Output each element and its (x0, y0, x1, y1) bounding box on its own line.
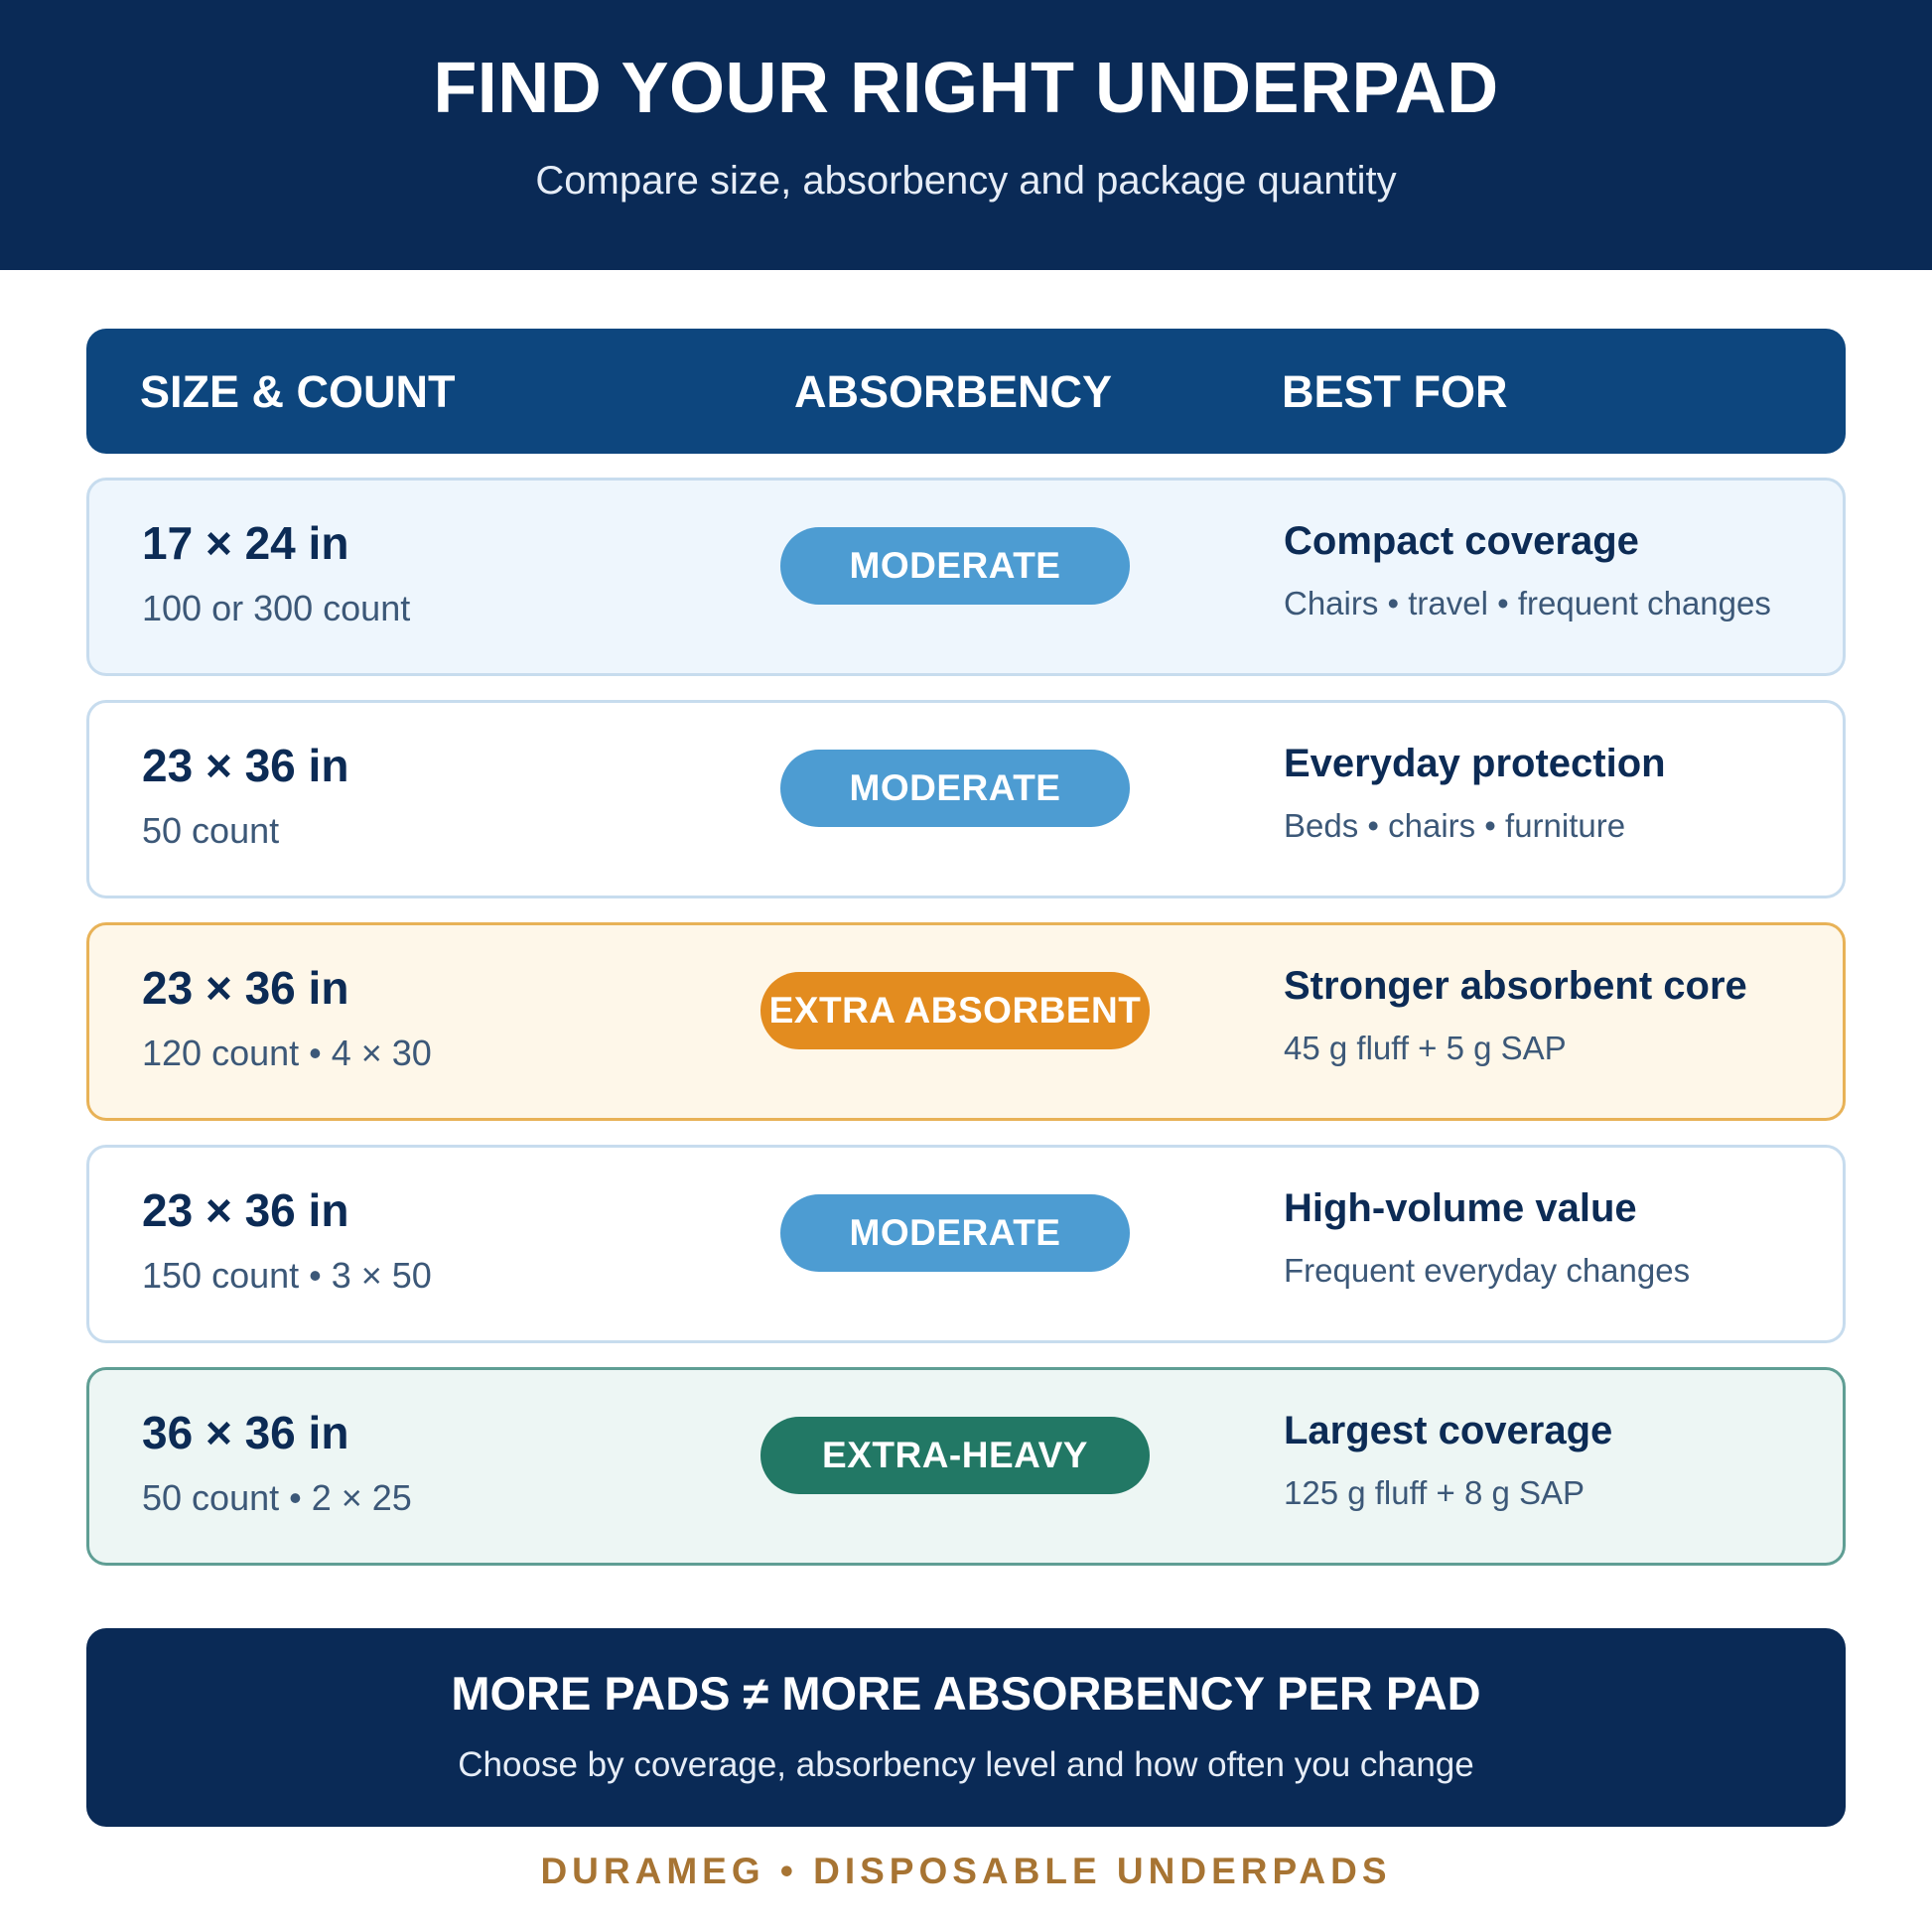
best-for-title: High-volume value (1284, 1186, 1637, 1230)
count-label: 150 count • 3 × 50 (142, 1255, 432, 1296)
size-label: 36 × 36 in (142, 1407, 349, 1458)
brand-line: DURAMEG • DISPOSABLE UNDERPADS (540, 1851, 1392, 1891)
best-for-title: Largest coverage (1284, 1409, 1613, 1452)
best-for-detail: 45 g fluff + 5 g SAP (1284, 1030, 1567, 1066)
table-header (86, 329, 1846, 454)
best-for-title: Stronger absorbent core (1284, 964, 1747, 1008)
count-label: 50 count (142, 810, 280, 851)
absorbency-badge: MODERATE (780, 1194, 1130, 1272)
absorbency-badge: EXTRA-HEAVY (760, 1417, 1150, 1494)
column-header-size-count: SIZE & COUNT (140, 366, 456, 417)
column-header-absorbency: ABSORBENCY (794, 366, 1113, 417)
best-for-detail: Beds • chairs • furniture (1284, 807, 1626, 844)
page-subtitle: Compare size, absorbency and package quantity (535, 159, 1397, 203)
best-for-detail: Chairs • travel • frequent changes (1284, 585, 1771, 621)
absorbency-badge: MODERATE (780, 527, 1130, 605)
page-title: FIND YOUR RIGHT UNDERPAD (433, 49, 1499, 128)
count-label: 120 count • 4 × 30 (142, 1033, 432, 1073)
callout-subtitle: Choose by coverage, absorbency level and how often you change (458, 1745, 1474, 1784)
size-label: 23 × 36 in (142, 962, 349, 1014)
size-label: 23 × 36 in (142, 740, 349, 791)
best-for-detail: Frequent everyday changes (1284, 1252, 1691, 1289)
best-for-title: Everyday protection (1284, 742, 1666, 785)
size-label: 23 × 36 in (142, 1184, 349, 1236)
size-label: 17 × 24 in (142, 517, 349, 569)
count-label: 100 or 300 count (142, 588, 411, 628)
table-row (86, 1367, 1846, 1566)
column-header-best-for: BEST FOR (1282, 366, 1508, 417)
absorbency-badge: EXTRA ABSORBENT (760, 972, 1150, 1049)
footer-callout (86, 1628, 1846, 1827)
best-for-title: Compact coverage (1284, 519, 1639, 563)
table-row (86, 922, 1846, 1121)
count-label: 50 count • 2 × 25 (142, 1477, 412, 1518)
table-row (86, 700, 1846, 898)
callout-title: MORE PADS ≠ MORE ABSORBENCY PER PAD (451, 1667, 1481, 1720)
table-row (86, 478, 1846, 676)
table-row (86, 1145, 1846, 1343)
header-banner (0, 0, 1932, 270)
absorbency-badge: MODERATE (780, 750, 1130, 827)
best-for-detail: 125 g fluff + 8 g SAP (1284, 1474, 1586, 1511)
